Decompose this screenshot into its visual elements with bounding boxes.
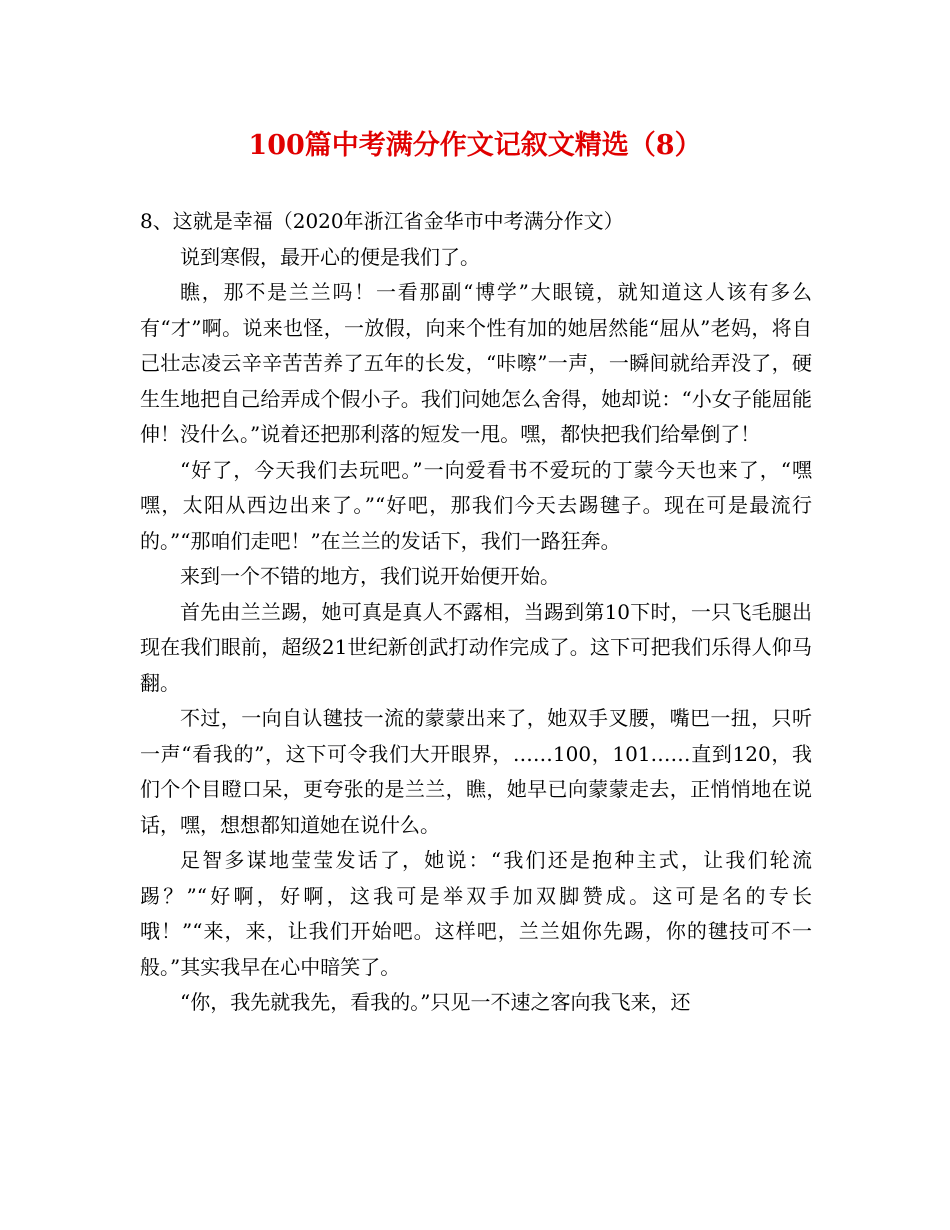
paragraph: 首先由兰兰踢，她可真是真人不露相，当踢到第10下时，一只飞毛腿出现在我们眼前，超级21世纪新创武打动作完成了。这下可把我们乐得人仰马翻。 — [140, 599, 812, 695]
paragraph: 瞧，那不是兰兰吗！一看那副“博学”大眼镜，就知道这人该有多么有“才”啊。说来也怪，一放假，向来个性有加的她居然能“屈从”老妈，将自己壮志凌云辛辛苦苦养了五年的长发，“咔嚓”一声，一瞬间就给弄没了，硬生生地把自己给弄成个假小子。我们问她怎么舍得，她却说：“小女子能屈能伸！没什么。”说着还把那利落的短发一甩。嘿，都快把我们给晕倒了！ — [140, 280, 812, 446]
paragraph: 来到一个不错的地方，我们说开始便开始。 — [180, 564, 560, 588]
document-body — [140, 204, 812, 1021]
paragraph: 说到寒假，最开心的便是我们了。 — [180, 244, 480, 269]
document-title: 100篇中考满分作文记叙文精选（8） — [248, 130, 702, 161]
paragraph: 足智多谋地莹莹发话了，她说：“我们还是抱种主式，让我们轮流踢？”“好啊，好啊，这我可是举双手加双脚赞成。这可是名的专长哦！”“来，来，让我们开始吧。这样吧，兰兰姐你先踢，你的毽技可不一般。”其实我早在心中暗笑了。 — [140, 848, 812, 979]
paragraph: 不过，一向自认毽技一流的蒙蒙出来了，她双手叉腰，嘴巴一扭，只听一声“看我的”，这下可令我们大开眼界，……100，101……直到120，我们个个目瞪口呆，更夸张的是兰兰，瞧，她早已向蒙蒙走去，正悄悄地在说话，嘿，想想都知道她在说什么。 — [140, 706, 812, 837]
paragraph: “好了，今天我们去玩吧。”一向爱看书不爱玩的丁蒙今天也来了，“嘿嘿，太阳从西边出来了。”“好吧，那我们今天去踢毽子。现在可是最流行的。”“那咱们走吧！”在兰兰的发话下，我们一路狂奔。 — [140, 457, 812, 553]
essay-heading: 8、这就是幸福（2020年浙江省金华市中考满分作文） — [140, 209, 624, 233]
paragraph: “你，我先就我先，看我的。”只见一不速之客向我飞来，还 — [180, 990, 691, 1014]
